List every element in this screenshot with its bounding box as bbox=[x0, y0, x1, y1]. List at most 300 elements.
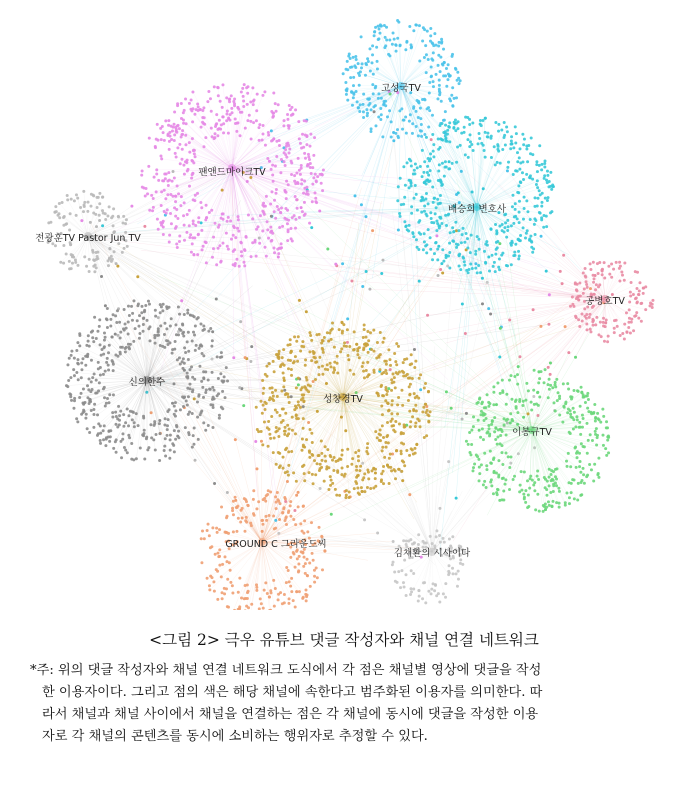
bridge-user-node bbox=[232, 356, 235, 359]
user-node bbox=[576, 498, 579, 501]
user-node bbox=[197, 316, 200, 319]
user-node bbox=[518, 156, 521, 159]
user-node bbox=[404, 184, 407, 187]
user-node bbox=[628, 301, 631, 304]
user-node bbox=[367, 98, 370, 101]
user-node bbox=[192, 331, 195, 334]
user-node bbox=[102, 212, 105, 215]
user-node bbox=[262, 392, 265, 395]
user-node bbox=[112, 369, 115, 372]
user-node bbox=[154, 309, 157, 312]
user-node bbox=[542, 504, 545, 507]
bridge-user-node bbox=[380, 272, 383, 275]
user-node bbox=[174, 409, 177, 412]
user-node bbox=[284, 164, 287, 167]
user-node bbox=[446, 78, 449, 81]
user-node bbox=[272, 246, 275, 249]
user-node bbox=[496, 493, 499, 496]
user-node bbox=[355, 343, 358, 346]
user-node bbox=[635, 296, 638, 299]
user-node bbox=[148, 137, 151, 140]
user-node bbox=[54, 205, 57, 208]
user-node bbox=[221, 83, 224, 86]
user-node bbox=[96, 391, 99, 394]
user-node bbox=[589, 262, 592, 265]
user-node bbox=[175, 333, 178, 336]
user-node bbox=[174, 152, 177, 155]
user-node bbox=[442, 260, 445, 263]
user-node bbox=[588, 463, 591, 466]
user-node bbox=[435, 206, 438, 209]
user-node bbox=[321, 373, 324, 376]
user-node bbox=[438, 93, 441, 96]
bridge-user-node bbox=[249, 360, 252, 363]
user-node bbox=[410, 205, 413, 208]
user-node bbox=[544, 197, 547, 200]
user-node bbox=[220, 575, 223, 578]
user-node bbox=[440, 222, 443, 225]
user-node bbox=[66, 198, 69, 201]
user-node bbox=[286, 113, 289, 116]
user-node bbox=[491, 254, 494, 257]
user-node bbox=[85, 413, 88, 416]
user-node bbox=[458, 82, 461, 85]
user-node bbox=[482, 144, 485, 147]
user-node bbox=[86, 210, 89, 213]
user-node bbox=[187, 431, 190, 434]
user-node bbox=[264, 373, 267, 376]
user-node bbox=[524, 489, 527, 492]
user-node bbox=[241, 87, 244, 90]
user-node bbox=[510, 135, 513, 138]
user-node bbox=[292, 361, 295, 364]
user-node bbox=[77, 363, 80, 366]
user-node bbox=[181, 324, 184, 327]
user-node bbox=[74, 261, 77, 264]
user-node bbox=[577, 482, 580, 485]
user-node bbox=[539, 193, 542, 196]
user-node bbox=[99, 432, 102, 435]
user-node bbox=[427, 390, 430, 393]
user-node bbox=[109, 318, 112, 321]
bridge-user-node bbox=[532, 308, 535, 311]
user-node bbox=[83, 401, 86, 404]
user-node bbox=[203, 537, 206, 540]
user-node bbox=[295, 417, 298, 420]
user-node bbox=[496, 382, 499, 385]
user-node bbox=[269, 396, 272, 399]
user-node bbox=[314, 473, 317, 476]
user-node bbox=[76, 197, 79, 200]
user-node bbox=[367, 351, 370, 354]
user-node bbox=[191, 242, 194, 245]
user-node bbox=[176, 184, 179, 187]
user-node bbox=[582, 417, 585, 420]
user-node bbox=[230, 238, 233, 241]
user-node bbox=[138, 314, 141, 317]
user-node bbox=[315, 180, 318, 183]
user-node bbox=[182, 214, 185, 217]
user-node bbox=[87, 378, 90, 381]
user-node bbox=[320, 452, 323, 455]
bridge-user-node bbox=[277, 255, 280, 258]
user-node bbox=[474, 253, 477, 256]
bridge-node-layer bbox=[80, 90, 614, 559]
user-node bbox=[580, 479, 583, 482]
user-node bbox=[252, 489, 255, 492]
user-node bbox=[83, 201, 86, 204]
user-node bbox=[167, 119, 170, 122]
user-node bbox=[216, 598, 219, 601]
user-node bbox=[284, 430, 287, 433]
user-node bbox=[146, 448, 149, 451]
user-node bbox=[365, 108, 368, 111]
user-node bbox=[635, 287, 638, 290]
user-node bbox=[394, 132, 397, 135]
user-node bbox=[155, 173, 158, 176]
user-node bbox=[287, 230, 290, 233]
user-node bbox=[537, 197, 540, 200]
user-node bbox=[185, 231, 188, 234]
user-node bbox=[381, 449, 384, 452]
user-node bbox=[301, 551, 304, 554]
user-node bbox=[278, 350, 281, 353]
user-node bbox=[349, 66, 352, 69]
user-node bbox=[494, 270, 497, 273]
user-node bbox=[230, 94, 233, 97]
user-node bbox=[183, 224, 186, 227]
user-node bbox=[362, 116, 365, 119]
user-node bbox=[202, 377, 205, 380]
user-node bbox=[247, 504, 250, 507]
user-node bbox=[507, 161, 510, 164]
user-node bbox=[552, 401, 555, 404]
user-node bbox=[191, 412, 194, 415]
user-node bbox=[261, 379, 264, 382]
user-node bbox=[479, 271, 482, 274]
user-node bbox=[497, 123, 500, 126]
user-node bbox=[140, 311, 143, 314]
user-node bbox=[397, 185, 400, 188]
user-node bbox=[362, 110, 365, 113]
user-node bbox=[459, 79, 462, 82]
user-node bbox=[602, 434, 605, 437]
user-node bbox=[420, 123, 423, 126]
user-node bbox=[546, 174, 549, 177]
user-node bbox=[186, 312, 189, 315]
user-node bbox=[330, 479, 333, 482]
user-node bbox=[400, 470, 403, 473]
user-node bbox=[530, 136, 533, 139]
user-node bbox=[573, 497, 576, 500]
user-node bbox=[295, 171, 298, 174]
user-node bbox=[419, 129, 422, 132]
user-node bbox=[321, 189, 324, 192]
user-node bbox=[302, 464, 305, 467]
user-node bbox=[597, 476, 600, 479]
user-node bbox=[167, 171, 170, 174]
user-node bbox=[606, 340, 609, 343]
user-node bbox=[287, 464, 290, 467]
user-node bbox=[273, 251, 276, 254]
user-node bbox=[186, 159, 189, 162]
user-node bbox=[70, 350, 73, 353]
user-node bbox=[448, 121, 451, 124]
user-node bbox=[580, 493, 583, 496]
user-node bbox=[189, 233, 192, 236]
user-node bbox=[277, 252, 280, 255]
user-node bbox=[530, 240, 533, 243]
user-node bbox=[196, 103, 199, 106]
user-node bbox=[96, 413, 99, 416]
user-node bbox=[336, 469, 339, 472]
user-node bbox=[134, 327, 137, 330]
user-node bbox=[221, 213, 224, 216]
user-node bbox=[146, 319, 149, 322]
user-node bbox=[407, 399, 410, 402]
user-node bbox=[341, 330, 344, 333]
user-node bbox=[521, 171, 524, 174]
user-node bbox=[103, 339, 106, 342]
user-node bbox=[321, 339, 324, 342]
bridge-user-node bbox=[310, 226, 313, 229]
bridge-user-node bbox=[238, 386, 241, 389]
user-node bbox=[240, 250, 243, 253]
user-node bbox=[530, 409, 533, 412]
user-node bbox=[445, 85, 448, 88]
user-node bbox=[234, 496, 237, 499]
user-node bbox=[578, 465, 581, 468]
user-node bbox=[398, 44, 401, 47]
user-node bbox=[183, 313, 186, 316]
user-node bbox=[95, 196, 98, 199]
user-node bbox=[540, 168, 543, 171]
user-node bbox=[231, 584, 234, 587]
user-node bbox=[88, 258, 91, 261]
user-node bbox=[517, 250, 520, 253]
user-node bbox=[411, 132, 414, 135]
user-node bbox=[396, 37, 399, 40]
user-node bbox=[388, 457, 391, 460]
user-node bbox=[126, 451, 129, 454]
user-node bbox=[308, 331, 311, 334]
user-node bbox=[125, 218, 128, 221]
user-node bbox=[444, 124, 447, 127]
user-node bbox=[202, 396, 205, 399]
user-node bbox=[392, 31, 395, 34]
user-node bbox=[519, 234, 522, 237]
user-node bbox=[283, 433, 286, 436]
user-node bbox=[445, 165, 448, 168]
user-node bbox=[540, 163, 543, 166]
user-node bbox=[218, 414, 221, 417]
user-node bbox=[177, 430, 180, 433]
user-node bbox=[331, 322, 334, 325]
bridge-user-node bbox=[426, 314, 429, 317]
user-node bbox=[308, 449, 311, 452]
user-node bbox=[598, 261, 601, 264]
user-node bbox=[62, 244, 65, 247]
user-node bbox=[221, 379, 224, 382]
user-node bbox=[160, 157, 163, 160]
user-node bbox=[385, 446, 388, 449]
user-node bbox=[207, 90, 210, 93]
user-node bbox=[106, 357, 109, 360]
user-node bbox=[344, 473, 347, 476]
user-node bbox=[221, 597, 224, 600]
user-node bbox=[278, 466, 281, 469]
user-node bbox=[188, 383, 191, 386]
user-node bbox=[204, 136, 207, 139]
user-node bbox=[451, 162, 454, 165]
user-node bbox=[406, 228, 409, 231]
user-node bbox=[228, 119, 231, 122]
user-node bbox=[404, 48, 407, 51]
user-node bbox=[469, 262, 472, 265]
bridge-user-node bbox=[489, 312, 492, 315]
user-node bbox=[250, 603, 253, 606]
user-node bbox=[263, 90, 266, 93]
user-node bbox=[360, 35, 363, 38]
bridge-user-node bbox=[397, 228, 400, 231]
user-node bbox=[215, 113, 218, 116]
user-node bbox=[417, 134, 420, 137]
user-node bbox=[144, 304, 147, 307]
user-node bbox=[82, 388, 85, 391]
user-node bbox=[403, 220, 406, 223]
user-node bbox=[523, 138, 526, 141]
user-node bbox=[405, 132, 408, 135]
user-node bbox=[76, 420, 79, 423]
user-node bbox=[496, 436, 499, 439]
user-node bbox=[276, 411, 279, 414]
user-node bbox=[386, 115, 389, 118]
user-node bbox=[173, 139, 176, 142]
user-node bbox=[289, 585, 292, 588]
user-node bbox=[75, 417, 78, 420]
user-node bbox=[526, 160, 529, 163]
user-node bbox=[356, 486, 359, 489]
user-node bbox=[533, 369, 536, 372]
user-node bbox=[290, 368, 293, 371]
user-node bbox=[159, 221, 162, 224]
user-node bbox=[501, 463, 504, 466]
user-node bbox=[523, 196, 526, 199]
user-node bbox=[124, 347, 127, 350]
network-edge bbox=[401, 86, 457, 195]
user-node bbox=[436, 258, 439, 261]
user-node bbox=[162, 179, 165, 182]
user-node bbox=[598, 283, 601, 286]
user-node bbox=[169, 449, 172, 452]
user-node bbox=[428, 109, 431, 112]
user-node bbox=[198, 365, 201, 368]
user-node bbox=[263, 246, 266, 249]
user-node bbox=[275, 426, 278, 429]
user-node bbox=[262, 211, 265, 214]
user-node bbox=[213, 590, 216, 593]
user-node bbox=[555, 467, 558, 470]
user-node bbox=[469, 251, 472, 254]
user-node bbox=[201, 352, 204, 355]
user-node bbox=[629, 291, 632, 294]
user-node bbox=[263, 421, 266, 424]
user-node bbox=[182, 111, 185, 114]
user-node bbox=[377, 25, 380, 28]
user-node bbox=[143, 457, 146, 460]
user-node bbox=[493, 430, 496, 433]
user-node bbox=[102, 353, 105, 356]
user-node bbox=[437, 148, 440, 151]
user-node bbox=[291, 429, 294, 432]
user-node bbox=[216, 86, 219, 89]
user-node bbox=[75, 214, 78, 217]
user-node bbox=[470, 443, 473, 446]
user-node bbox=[363, 324, 366, 327]
user-node bbox=[301, 397, 304, 400]
user-node bbox=[229, 220, 232, 223]
user-node bbox=[417, 116, 420, 119]
user-node bbox=[521, 133, 524, 136]
user-node bbox=[415, 238, 418, 241]
user-node bbox=[496, 488, 499, 491]
user-node bbox=[462, 255, 465, 258]
user-node bbox=[447, 63, 450, 66]
user-node bbox=[574, 425, 577, 428]
user-node bbox=[206, 577, 209, 580]
user-node bbox=[237, 108, 240, 111]
user-node bbox=[410, 353, 413, 356]
user-node bbox=[363, 376, 366, 379]
user-node bbox=[333, 456, 336, 459]
user-node bbox=[573, 389, 576, 392]
user-node bbox=[396, 372, 399, 375]
user-node bbox=[344, 81, 347, 84]
user-node bbox=[520, 470, 523, 473]
user-node bbox=[346, 60, 349, 63]
user-node bbox=[270, 415, 273, 418]
user-node bbox=[515, 407, 518, 410]
user-node bbox=[169, 212, 172, 215]
user-node bbox=[308, 158, 311, 161]
user-node bbox=[162, 233, 165, 236]
user-node bbox=[194, 349, 197, 352]
user-node bbox=[607, 265, 610, 268]
user-node bbox=[191, 236, 194, 239]
user-node bbox=[188, 368, 191, 371]
user-node bbox=[522, 226, 525, 229]
user-node bbox=[378, 368, 381, 371]
user-node bbox=[302, 400, 305, 403]
user-node bbox=[297, 505, 300, 508]
user-node bbox=[255, 119, 258, 122]
user-node bbox=[316, 576, 319, 579]
user-node bbox=[275, 507, 278, 510]
user-node bbox=[169, 434, 172, 437]
user-node bbox=[576, 456, 579, 459]
user-node bbox=[168, 240, 171, 243]
user-node bbox=[531, 178, 534, 181]
user-node bbox=[218, 548, 221, 551]
user-node bbox=[459, 268, 462, 271]
user-node bbox=[175, 424, 178, 427]
user-node bbox=[423, 181, 426, 184]
user-node bbox=[277, 357, 280, 360]
user-node bbox=[112, 393, 115, 396]
user-node bbox=[122, 222, 125, 225]
user-node bbox=[597, 472, 600, 475]
user-node bbox=[235, 130, 238, 133]
